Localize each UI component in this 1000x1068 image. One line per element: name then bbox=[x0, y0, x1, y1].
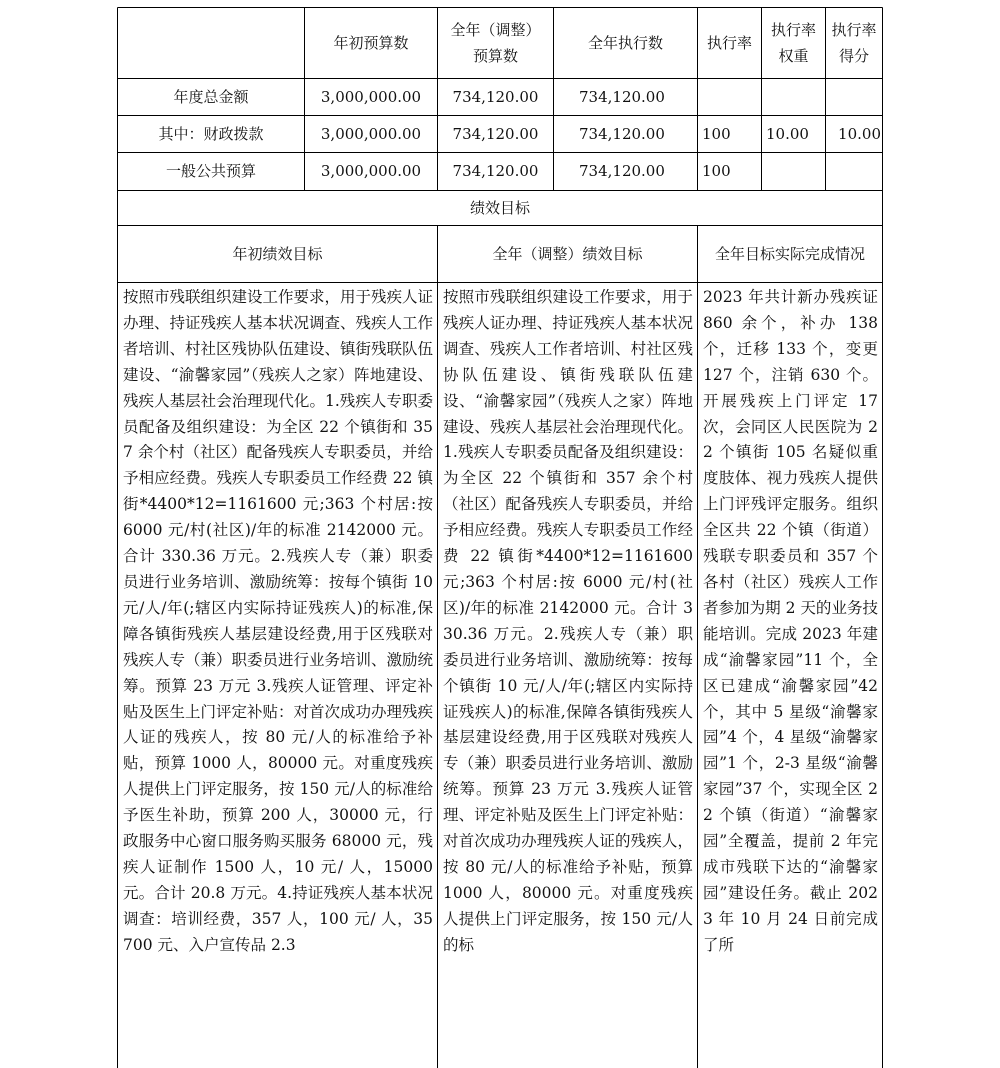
perf-header-adjusted: 全年（调整）绩效目标 bbox=[492, 244, 643, 263]
row-general-executed: 734,120.00 bbox=[579, 162, 665, 180]
row-fiscal-score: 10.00 bbox=[838, 124, 881, 143]
row-fiscal-label: 其中：财政拨款 bbox=[158, 124, 264, 143]
header-rate-weight: 执行率权重 bbox=[770, 21, 816, 65]
row-general-rate: 100 bbox=[702, 162, 731, 180]
header-rate-score: 执行率得分 bbox=[831, 21, 877, 65]
row-total-initial: 3,000,000.00 bbox=[320, 87, 422, 106]
row-total-score bbox=[826, 79, 882, 115]
row-general-weight bbox=[762, 153, 825, 190]
header-adjusted-budget: 全年（调整）预算数 bbox=[450, 21, 541, 65]
row-general-initial: 3,000,000.00 bbox=[320, 162, 422, 180]
header-executed: 全年执行数 bbox=[587, 33, 663, 52]
row-general-adjusted: 734,120.00 bbox=[452, 162, 539, 180]
row-fiscal-rate: 100 bbox=[702, 124, 731, 143]
row-total-executed: 734,120.00 bbox=[579, 87, 665, 106]
row-fiscal-initial: 3,000,000.00 bbox=[320, 124, 422, 143]
row-fiscal-weight: 10.00 bbox=[766, 124, 809, 143]
header-initial-budget: 年初预算数 bbox=[333, 33, 409, 52]
row-total-label: 年度总金额 bbox=[173, 87, 249, 106]
perf-section-title: 绩效目标 bbox=[469, 198, 530, 217]
perf-actual-text: 2023 年共计新办残疾证 860 余个，补办 138 个，迁移 133 个，变更 127 个，注销 630 个。开展残疾上门评定 17 次，会同区人民医院为 22 个镇街 105 名疑似重度肢体、视力残疾人提供上门评残评定服务。组织全区共 22 个镇（街道）残联专职委员和 357 个各村（社区）残疾人工作者参加为期 2 天的业务技能培训。完成 2023 年建成“渝馨家园”11 个，全区已建成“渝馨家园”42 个，其中 5 星级“渝馨家园”4 个，4 星级“渝馨家园”1 个，2-3 星级“渝馨家园”37 个，实现全区 22 个镇（街道）“渝馨家园”全覆盖，提前 2 年完成市残联下达的“渝馨家园”建设任务。截止 2023 年 10 月 24 日前完成了所 bbox=[703, 288, 878, 954]
perf-initial-text: 按照市残联组织建设工作要求，用于残疾人证办理、持证残疾人基本状况调查、残疾人工作者培训、村社区残协队伍建设、镇街残联队伍建设、“渝馨家园”（残疾人之家）阵地建设、残疾人基层社会治理现代化。1.残疾人专职委员配备及组织建设：为全区 22 个镇街和 357 余个村（社区）配备残疾人专职委员，并给予相应经费。残疾人专职委员工作经费 22 镇街*4400*12=1161600 元;363 个村居:按 6000 元/村(社区)/年的标准 2142000 元。合计 330.36 万元。2.残疾人专（兼）职委员进行业务培训、激励统筹：按每个镇街 10 元/人/年(;辖区内实际持证残疾人)的标准,保障各镇街残疾人基层建设经费,用于区残联对残疾人专（兼）职委员进行业务培训、激励统筹。预算 23 万元 3.残疾人证管理、评定补贴及医生上门评定补贴：对首次成功办理残疾人证的残疾人，按 80 元/人的标准给予补贴，预算 1000 人，80000 元。对重度残疾人提供上门评定服务，按 150 元/人的标准给予医生补助，预算 200 人，30000 元，行政服务中心窗口服务购买服务 68000 元，残疾人证制作 1500 人，10 元/ 人，15000 元。合计 20.8 万元。4.持证残疾人基本状况调查：培训经费，357 人，100 元/ 人，35700 元、入户宣传品 2.3 bbox=[123, 288, 434, 954]
row-general-label: 一般公共预算 bbox=[165, 162, 256, 180]
perf-header-actual: 全年目标实际完成情况 bbox=[714, 245, 865, 263]
perf-header-initial: 年初绩效目标 bbox=[232, 244, 323, 263]
row-fiscal-adjusted: 734,120.00 bbox=[452, 124, 539, 143]
row-total-rate bbox=[698, 79, 761, 115]
perf-adjusted-text: 按照市残联组织建设工作要求，用于残疾人证办理、持证残疾人基本状况调查、残疾人工作者培训、村社区残协队伍建设、镇街残联队伍建设、“渝馨家园”（残疾人之家）阵地建设、残疾人基层社会治理现代化。1.残疾人专职委员配备及组织建设：为全区 22 个镇街和 357 余个村（社区）配备残疾人专职委员，并给予相应经费。残疾人专职委员工作经费 22 镇街*4400*12=1161600 元;363 个村居:按 6000 元/村(社区)/年的标准 2142000 元。合计 330.36 万元。2.残疾人专（兼）职委员进行业务培训、激励统筹：按每个镇街 10 元/人/年(;辖区内实际持证残疾人)的标准,保障各镇街残疾人基层建设经费,用于区残联对残疾人专（兼）职委员进行业务培训、激励统筹。预算 23 万元 3.残疾人证管理、评定补贴及医生上门评定补贴：对首次成功办理残疾人证的残疾人，按 80 元/人的标准给予补贴，预算 1000 人，80000 元。对重度残疾人提供上门评定服务，按 150 元/人的标 bbox=[443, 288, 693, 954]
row-fiscal-executed: 734,120.00 bbox=[579, 124, 665, 143]
row-general-score bbox=[826, 153, 882, 190]
row-total-adjusted: 734,120.00 bbox=[452, 87, 539, 106]
header-exec-rate: 执行率 bbox=[706, 33, 752, 52]
row-total-weight bbox=[762, 79, 825, 115]
